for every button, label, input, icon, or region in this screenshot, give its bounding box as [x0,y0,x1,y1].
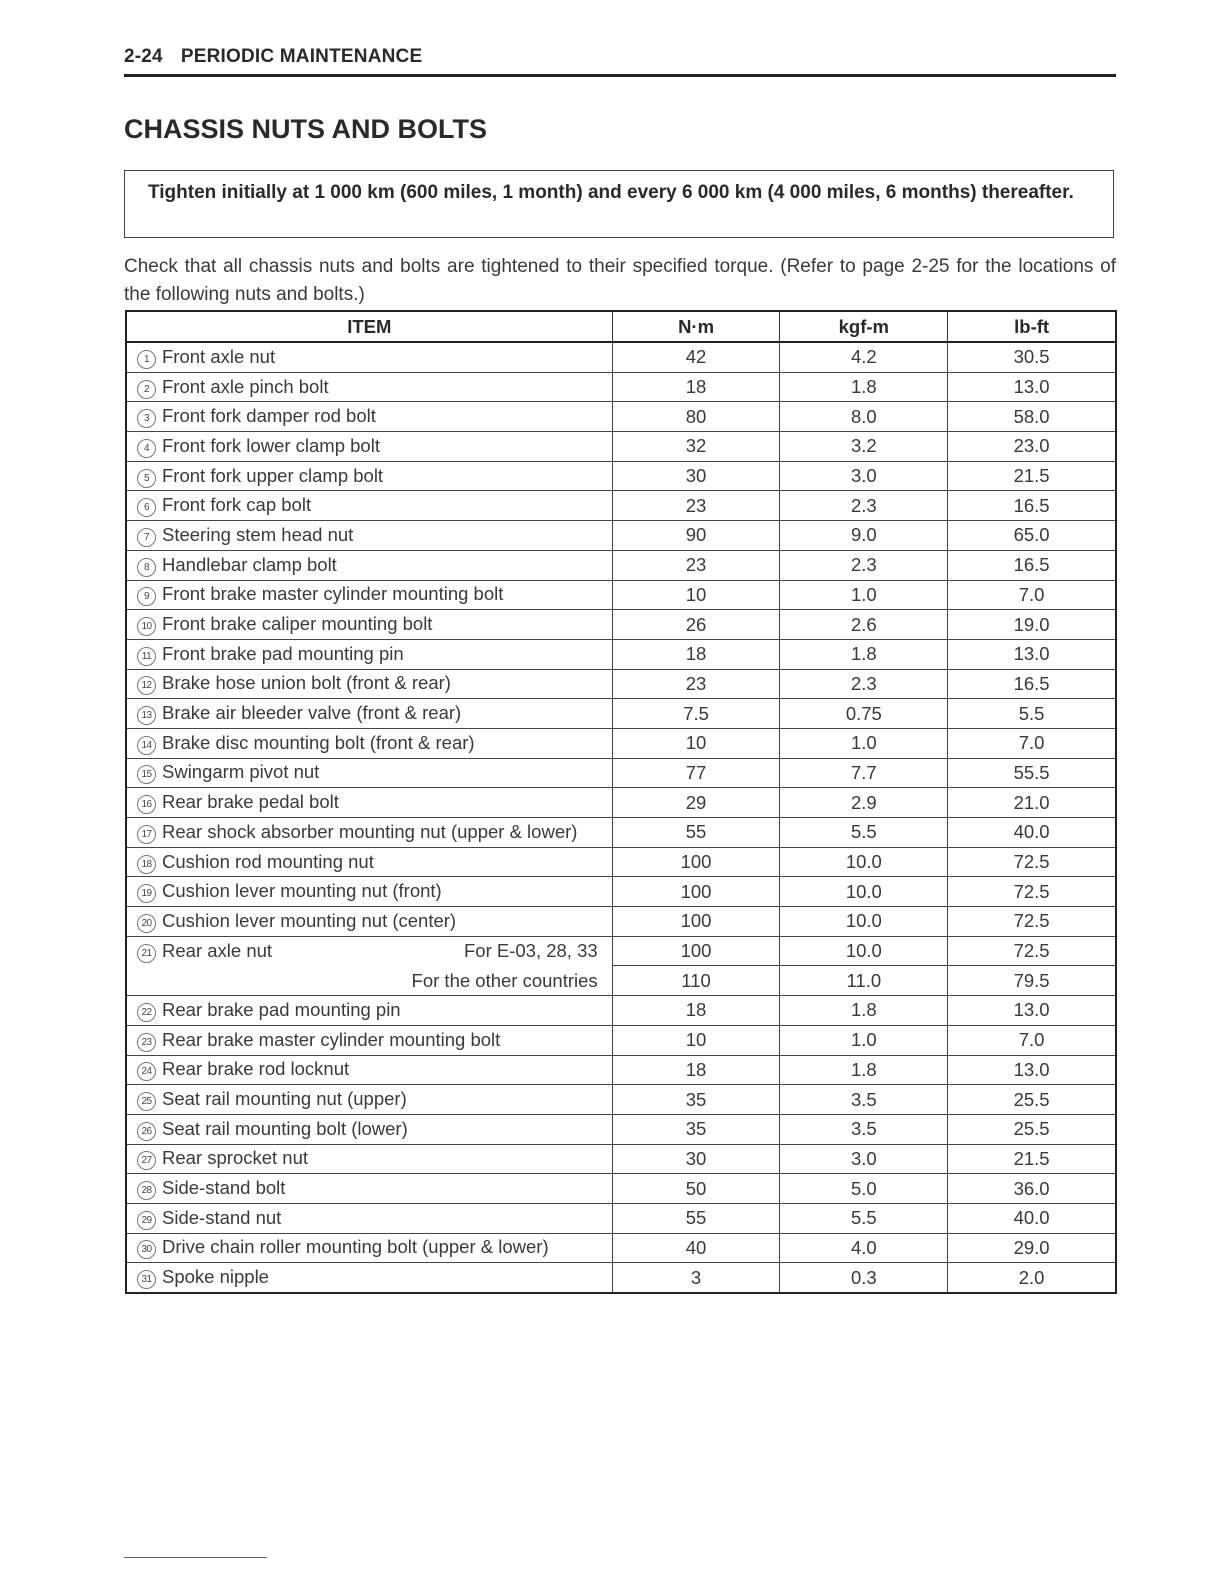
item-name: Rear brake pedal bolt [162,791,339,813]
item-name: Front fork damper rod bolt [162,405,376,427]
table-row [126,639,1116,669]
table-row [126,491,1116,521]
item-number-badge: 13 [137,706,156,725]
table-row [126,432,1116,462]
lbft-cell: 7.0 [948,1025,1116,1055]
nm-cell: 100 [612,847,780,877]
item-cell [126,1085,612,1115]
lbft-cell: 13.0 [948,996,1116,1026]
kgfm-cell: 11.0 [780,966,948,996]
kgfm-cell: 1.8 [780,372,948,402]
item-name: Swingarm pivot nut [162,761,320,783]
nm-cell: 77 [612,758,780,788]
item-number-badge: 6 [137,498,156,517]
kgfm-cell: 0.75 [780,699,948,729]
nm-cell: 10 [612,728,780,758]
table-row [126,996,1116,1026]
intro-paragraph: Check that all chassis nuts and bolts are tightened to their specified torque. (Refer to page 2-25 for the locations of the following nuts and bolts.) [124,256,1116,305]
lbft-cell: 13.0 [948,1055,1116,1085]
kgfm-cell: 1.8 [780,996,948,1026]
item-name: Brake air bleeder valve (front & rear) [162,702,462,724]
table-row [126,1174,1116,1204]
table-header-row [126,311,1116,342]
kgfm-cell: 9.0 [780,521,948,551]
item-cell [126,847,612,877]
item-name: Cushion rod mounting nut [162,850,374,872]
table-row [126,1203,1116,1233]
kgfm-cell: 5.5 [780,818,948,848]
kgfm-cell: 1.8 [780,639,948,669]
nm-cell: 55 [612,1203,780,1233]
item-number-badge: 23 [137,1033,156,1052]
item-cell [126,580,612,610]
kgfm-cell: 2.6 [780,610,948,640]
item-number-badge: 22 [137,1003,156,1022]
item-cell [126,877,612,907]
kgfm-cell: 1.0 [780,728,948,758]
kgfm-cell: 10.0 [780,847,948,877]
item-cell [126,1025,612,1055]
item-cell [126,788,612,818]
item-cell [126,728,612,758]
lbft-cell: 72.5 [948,847,1116,877]
table-row [126,788,1116,818]
nm-cell: 30 [612,461,780,491]
page-header [124,46,1116,77]
item-cell [126,610,612,640]
section-name: PERIODIC MAINTENANCE [180,46,423,67]
nm-cell: 23 [612,491,780,521]
item-condition: For E-03, 28, 33 [463,939,598,961]
item-number-badge: 20 [137,914,156,933]
nm-cell: 110 [612,966,780,996]
item-name: Front fork cap bolt [162,494,312,516]
item-number-badge: 9 [137,587,156,606]
page-title: CHASSIS NUTS AND BOLTS [124,114,488,144]
item-name: Steering stem head nut [162,523,354,545]
lbft-cell: 21.0 [948,788,1116,818]
item-number-badge: 28 [137,1181,156,1200]
nm-cell: 10 [612,1025,780,1055]
lbft-cell: 2.0 [948,1263,1116,1293]
header-item: ITEM [126,311,612,342]
lbft-cell: 72.5 [948,907,1116,937]
item-cell [126,1203,612,1233]
kgfm-cell: 3.0 [780,1144,948,1174]
item-name: Side-stand nut [162,1206,282,1228]
kgfm-cell: 3.5 [780,1085,948,1115]
page-number: 2-24 [124,46,163,67]
item-cell [126,1144,612,1174]
nm-cell: 7.5 [612,699,780,729]
nm-cell: 100 [612,936,780,966]
nm-cell: 100 [612,877,780,907]
item-name: Rear shock absorber mounting nut (upper & lower) [162,820,578,842]
item-number-badge: 29 [137,1211,156,1230]
table-row [126,610,1116,640]
table-row [126,461,1116,491]
item-number-badge: 2 [137,380,156,399]
item-number-badge: 24 [137,1062,156,1081]
lbft-cell: 19.0 [948,610,1116,640]
item-number-badge: 19 [137,884,156,903]
item-cell [126,1263,612,1293]
kgfm-cell: 10.0 [780,907,948,937]
item-number-badge: 8 [137,558,156,577]
item-name: Spoke nipple [162,1266,269,1288]
nm-cell: 18 [612,1055,780,1085]
torque-table [125,310,1117,1294]
kgfm-cell: 1.8 [780,1055,948,1085]
lbft-cell: 23.0 [948,432,1116,462]
kgfm-cell: 0.3 [780,1263,948,1293]
item-number-badge: 3 [137,409,156,428]
item-cell [126,491,612,521]
kgfm-cell: 3.0 [780,461,948,491]
kgfm-cell: 2.3 [780,550,948,580]
table-row [126,669,1116,699]
kgfm-cell: 5.5 [780,1203,948,1233]
item-name: Cushion lever mounting nut (center) [162,909,457,931]
table-row [126,758,1116,788]
table-body-b [126,996,1116,1293]
item-number-badge: 5 [137,469,156,488]
nm-cell: 42 [612,342,780,372]
table-row [126,847,1116,877]
table-row [126,521,1116,551]
table-row [126,1114,1116,1144]
item-cell [126,1114,612,1144]
item-name: Rear brake pad mounting pin [162,998,401,1020]
kgfm-cell: 7.7 [780,758,948,788]
kgfm-cell: 5.0 [780,1174,948,1204]
item-cell [126,372,612,402]
item-name: Side-stand bolt [162,1177,286,1199]
lbft-cell: 16.5 [948,550,1116,580]
kgfm-cell: 4.2 [780,342,948,372]
lbft-cell: 5.5 [948,699,1116,729]
table-row [126,907,1116,937]
kgfm-cell: 4.0 [780,1233,948,1263]
table-row [126,550,1116,580]
item-name: Rear brake rod locknut [162,1058,350,1080]
item-number-badge: 10 [137,617,156,636]
nm-cell: 10 [612,580,780,610]
lbft-cell: 72.5 [948,877,1116,907]
table-row [126,580,1116,610]
lbft-cell: 40.0 [948,1203,1116,1233]
kgfm-cell: 2.3 [780,491,948,521]
lbft-cell: 55.5 [948,758,1116,788]
item-number-badge: 17 [137,825,156,844]
item-name: Front brake caliper mounting bolt [162,613,433,635]
item-number-badge: 14 [137,736,156,755]
table-row [126,1263,1116,1293]
item-number-badge: 21 [137,944,156,963]
nm-cell: 23 [612,550,780,580]
item-cell [126,907,612,937]
nm-cell: 32 [612,432,780,462]
table-row [126,1144,1116,1174]
item-cell [126,432,612,462]
item-number-badge: 4 [137,439,156,458]
item-name: Front fork upper clamp bolt [162,464,384,486]
item-cell [126,1233,612,1263]
nm-cell: 35 [612,1114,780,1144]
item-name: Front brake master cylinder mounting bolt [162,583,504,605]
kgfm-cell: 3.2 [780,432,948,462]
item-number-badge: 12 [137,676,156,695]
table-row [126,936,1116,966]
lbft-cell: 72.5 [948,936,1116,966]
header-nm: N·m [612,311,780,342]
item-cell [126,521,612,551]
header-lbft: lb-ft [948,311,1116,342]
nm-cell: 55 [612,818,780,848]
item-number-badge: 26 [137,1122,156,1141]
item-cell [126,758,612,788]
item-cell [126,996,612,1026]
item-number-badge: 25 [137,1092,156,1111]
item-number-badge: 30 [137,1240,156,1259]
footer-rule [124,1557,267,1558]
lbft-cell: 16.5 [948,669,1116,699]
item-name: Front axle nut [162,345,276,367]
item-number-badge: 18 [137,855,156,874]
lbft-cell: 79.5 [948,966,1116,996]
kgfm-cell: 3.5 [780,1114,948,1144]
nm-cell: 3 [612,1263,780,1293]
table-row [126,1055,1116,1085]
nm-cell: 26 [612,610,780,640]
nm-cell: 80 [612,402,780,432]
lbft-cell: 29.0 [948,1233,1116,1263]
table-row [126,372,1116,402]
table-row [126,1233,1116,1263]
nm-cell: 30 [612,1144,780,1174]
nm-cell: 50 [612,1174,780,1204]
kgfm-cell: 2.3 [780,669,948,699]
kgfm-cell: 1.0 [780,580,948,610]
nm-cell: 35 [612,1085,780,1115]
item-number-badge: 27 [137,1151,156,1170]
item-name: Front fork lower clamp bolt [162,434,380,456]
lbft-cell: 65.0 [948,521,1116,551]
item-name: Drive chain roller mounting bolt (upper & lower) [162,1236,549,1258]
item-name: Rear brake master cylinder mounting bolt [162,1028,501,1050]
table-row [126,342,1116,372]
item-number-badge: 31 [137,1270,156,1289]
item-number-badge: 15 [137,765,156,784]
table-row [126,966,1116,996]
item-cell [126,818,612,848]
item-name: Rear sprocket nut [162,1147,309,1169]
lbft-cell: 58.0 [948,402,1116,432]
table-row [126,728,1116,758]
notice-text: Tighten initially at 1 000 km (600 miles, 1 month) and every 6 000 km (4 000 miles, 6 months) thereafter. [148,182,1074,203]
item-name: Handlebar clamp bolt [162,553,337,575]
item-name: Front axle pinch bolt [162,375,329,397]
item-cell [126,1174,612,1204]
nm-cell: 29 [612,788,780,818]
lbft-cell: 21.5 [948,1144,1116,1174]
item-cell [126,402,612,432]
lbft-cell: 13.0 [948,372,1116,402]
item-name: Cushion lever mounting nut (front) [162,880,442,902]
item-cell [126,342,612,372]
item-number-badge: 7 [137,528,156,547]
item-number-badge: 16 [137,795,156,814]
lbft-cell: 13.0 [948,639,1116,669]
item-number-badge: 1 [137,350,156,369]
table-body-rear-axle [126,936,1116,995]
lbft-cell: 21.5 [948,461,1116,491]
item-condition-cell: For the other countries [126,966,612,996]
nm-cell: 18 [612,639,780,669]
lbft-cell: 25.5 [948,1114,1116,1144]
table-row [126,877,1116,907]
table-row [126,699,1116,729]
nm-cell: 23 [612,669,780,699]
kgfm-cell: 1.0 [780,1025,948,1055]
kgfm-cell: 2.9 [780,788,948,818]
lbft-cell: 7.0 [948,728,1116,758]
lbft-cell: 40.0 [948,818,1116,848]
kgfm-cell: 8.0 [780,402,948,432]
item-name: Seat rail mounting nut (upper) [162,1088,407,1110]
table-body-a [126,342,1116,936]
kgfm-cell: 10.0 [780,936,948,966]
item-name: Seat rail mounting bolt (lower) [162,1117,408,1139]
item-cell [126,1055,612,1085]
item-cell [126,639,612,669]
table-row [126,1025,1116,1055]
lbft-cell: 36.0 [948,1174,1116,1204]
item-cell [126,699,612,729]
nm-cell: 100 [612,907,780,937]
item-name: Rear axle nut [162,939,273,961]
item-name: Brake hose union bolt (front & rear) [162,672,451,694]
nm-cell: 40 [612,1233,780,1263]
table-row [126,818,1116,848]
item-name: Front brake pad mounting pin [162,642,404,664]
lbft-cell: 25.5 [948,1085,1116,1115]
notice-box [124,170,1114,238]
nm-cell: 18 [612,996,780,1026]
lbft-cell: 16.5 [948,491,1116,521]
table-row [126,1085,1116,1115]
item-cell [126,669,612,699]
kgfm-cell: 10.0 [780,877,948,907]
nm-cell: 18 [612,372,780,402]
item-cell [126,461,612,491]
lbft-cell: 30.5 [948,342,1116,372]
item-cell [126,550,612,580]
item-cell [126,936,612,966]
item-name: Brake disc mounting bolt (front & rear) [162,731,475,753]
item-number-badge: 11 [137,647,156,666]
header-kgfm: kgf-m [780,311,948,342]
table-row [126,402,1116,432]
nm-cell: 90 [612,521,780,551]
lbft-cell: 7.0 [948,580,1116,610]
